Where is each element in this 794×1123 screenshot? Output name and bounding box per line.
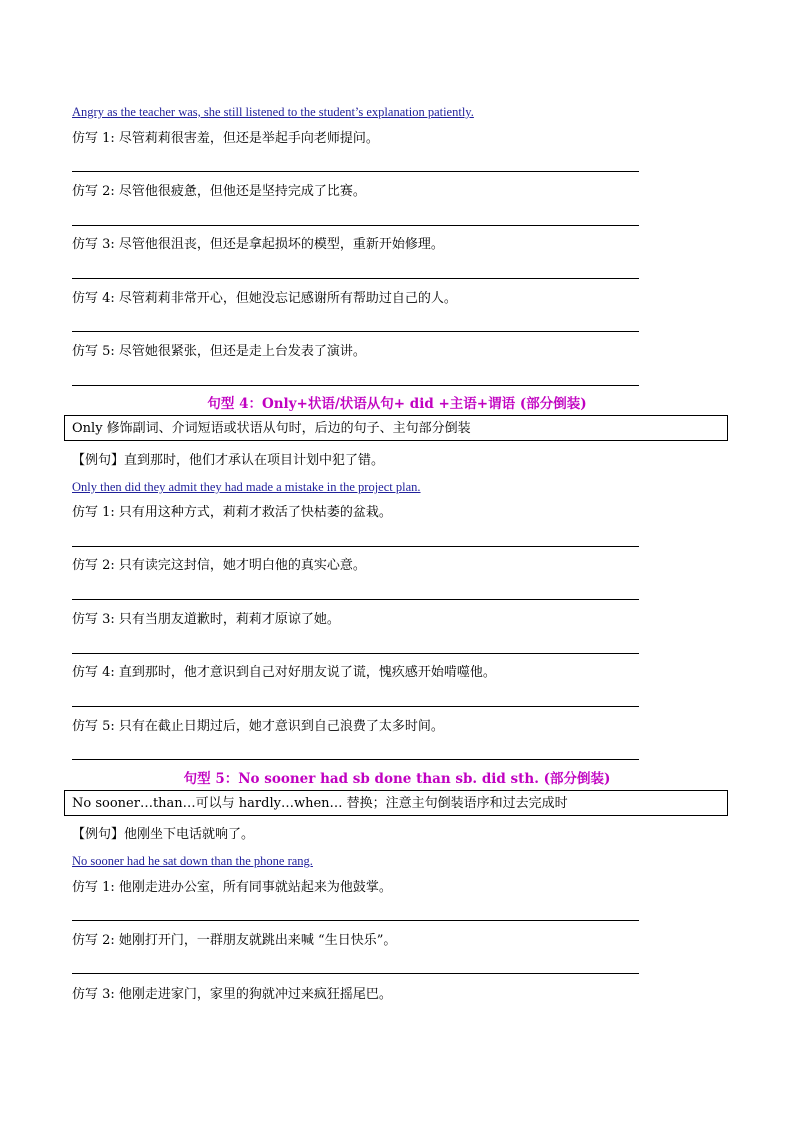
exercise-prompt: 仿写 4: 尽管莉莉非常开心，但她没忘记感谢所有帮助过自己的人。 — [72, 291, 457, 306]
answer-line[interactable] — [72, 599, 639, 600]
rule-note: No sooner…than…可以与 hardly…when… 替换；注意主句倒装语序和过去完成时 — [72, 796, 568, 811]
exercise-prompt: 仿写 3: 尽管他很沮丧，但还是拿起损坏的模型，重新开始修理。 — [72, 237, 444, 252]
answer-line[interactable] — [72, 331, 639, 332]
example-sentence-english: No sooner had he sat down than the phone rang. — [72, 854, 313, 868]
answer-line[interactable] — [72, 706, 639, 707]
exercise-prompt: 仿写 4: 直到那时，他才意识到自己对好朋友说了谎，愧疚感开始啃噬他。 — [72, 665, 496, 680]
exercise-prompt: 仿写 3: 只有当朋友道歉时，莉莉才原谅了她。 — [72, 612, 340, 627]
exercise-prompt: 仿写 1: 只有用这种方式，莉莉才救活了快枯萎的盆栽。 — [72, 505, 392, 520]
exercise-prompt: 仿写 3: 他刚走进家门，家里的狗就冲过来疯狂摇尾巴。 — [72, 987, 392, 1002]
section-heading: 句型 5：No sooner had sb done than sb. did sth. (部分倒装) — [183, 771, 611, 787]
exercise-prompt: 仿写 2: 只有读完这封信，她才明白他的真实心意。 — [72, 558, 366, 573]
exercise-prompt: 仿写 1: 尽管莉莉很害羞，但还是举起手向老师提问。 — [72, 131, 379, 146]
answer-line[interactable] — [72, 920, 639, 921]
exercise-prompt: 仿写 5: 只有在截止日期过后，她才意识到自己浪费了太多时间。 — [72, 719, 444, 734]
exercise-prompt: 仿写 2: 尽管他很疲惫，但他还是坚持完成了比赛。 — [72, 184, 366, 199]
exercise-prompt: 仿写 1: 他刚走进办公室，所有同事就站起来为他鼓掌。 — [72, 880, 392, 895]
exercise-prompt: 仿写 2: 她刚打开门，一群朋友就跳出来喊 “生日快乐”。 — [72, 933, 397, 948]
rule-note-box — [64, 790, 728, 816]
section-heading: 句型 4：Only+状语/状语从句+ did +主语+谓语 (部分倒装) — [207, 396, 587, 412]
answer-line[interactable] — [72, 546, 639, 547]
example-label: 【例句】他刚坐下电话就响了。 — [72, 827, 255, 842]
example-sentence-english: Angry as the teacher was, she still listened to the student’s explanation patiently. — [72, 105, 474, 119]
answer-line[interactable] — [72, 973, 639, 974]
answer-line[interactable] — [72, 171, 639, 172]
rule-note: Only 修饰副词、介词短语或状语从句时，后边的句子、主句部分倒装 — [72, 421, 471, 436]
answer-line[interactable] — [72, 653, 639, 654]
answer-line[interactable] — [72, 759, 639, 760]
answer-line[interactable] — [72, 225, 639, 226]
rule-note-box — [64, 415, 728, 441]
exercise-prompt: 仿写 5: 尽管她很紧张，但还是走上台发表了演讲。 — [72, 344, 366, 359]
answer-line[interactable] — [72, 385, 639, 386]
example-sentence-english: Only then did they admit they had made a mistake in the project plan. — [72, 480, 421, 494]
answer-line[interactable] — [72, 278, 639, 279]
example-label: 【例句】直到那时，他们才承认在项目计划中犯了错。 — [72, 453, 385, 468]
